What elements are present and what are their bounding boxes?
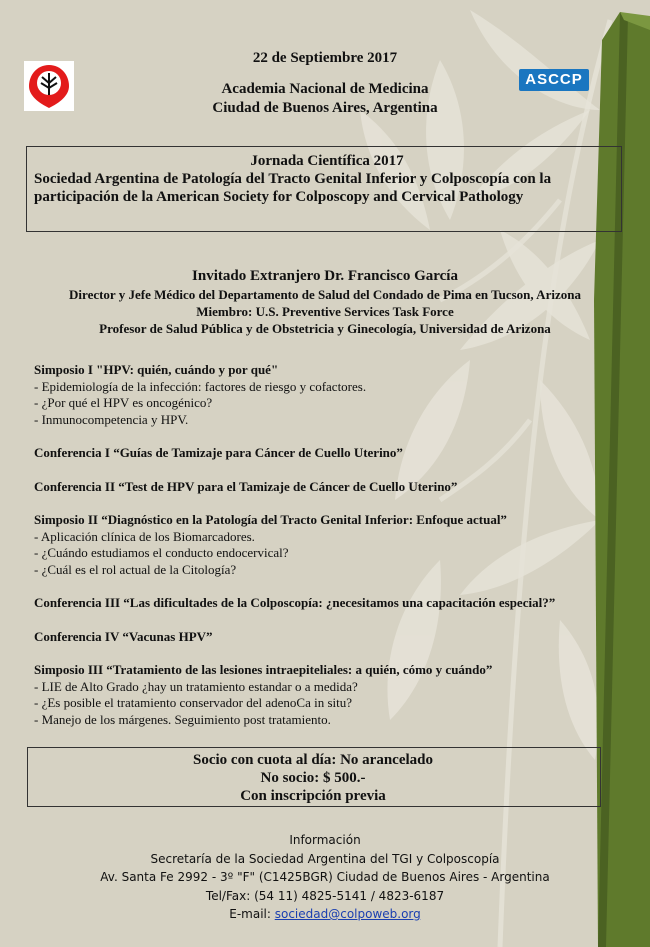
symposium-1-item: - Epidemiología de la infección: factores de riesgo y cofactores. xyxy=(34,378,367,394)
fee-registration: Con inscripción previa xyxy=(240,788,386,804)
symposium-3-item: - LIE de Alto Grado ¿hay un tratamiento estandar o a medida? xyxy=(34,678,358,694)
asccp-logo: ASCCP xyxy=(519,69,589,91)
symposium-2-item: - ¿Cuándo estudiamos el conducto endocervical? xyxy=(34,545,289,560)
guest-role-1: Director y Jefe Médico del Departamento de Salud del Condado de Pima en Tucson, Arizona xyxy=(69,287,581,302)
info-title: Información xyxy=(289,833,361,847)
info-address: Av. Santa Fe 2992 - 3º "F" (C1425BGR) Ciudad de Buenos Aires - Argentina xyxy=(100,870,550,884)
symposium-2-title: Simposio II “Diagnóstico en la Patología del Tracto Genital Inferior: Enfoque actual” xyxy=(34,512,507,527)
venue-name: Academia Nacional de Medicina xyxy=(221,81,429,97)
symposium-1-item: - Inmunocompetencia y HPV. xyxy=(34,411,189,427)
fee-members: Socio con cuota al día: No arancelado xyxy=(193,752,433,768)
guest-name: Invitado Extranjero Dr. Francisco García xyxy=(192,268,458,284)
event-date: 22 de Septiembre 2017 xyxy=(252,50,398,66)
guest-speaker xyxy=(0,266,650,337)
guest-role-2: Miembro: U.S. Preventive Services Task Force xyxy=(196,304,454,319)
venue xyxy=(0,80,650,118)
jornada-line-1: Sociedad Argentina de Patología del Tracto Genital Inferior y Colposcopía con la xyxy=(34,171,552,187)
guest-role-3: Profesor de Salud Pública y de Obstetricia y Ginecología, Universidad de Arizona xyxy=(99,321,551,336)
email-label: E-mail: xyxy=(229,907,275,921)
symposium-1-title: Simposio I "HPV: quién, cuándo y por qué" xyxy=(34,362,279,377)
jornada-line-2: participación de la American Society for Colposcopy and Cervical Pathology xyxy=(34,189,524,205)
fee-non-members: No socio: $ 500.- xyxy=(260,770,366,786)
info-email-row xyxy=(0,905,650,924)
venue-city: Ciudad de Buenos Aires, Argentina xyxy=(212,100,438,116)
jornada-title: Jornada Científica 2017 xyxy=(250,153,404,169)
fee-info xyxy=(27,751,599,805)
conference-2-title: Conferencia II “Test de HPV para el Tamizaje de Cáncer de Cuello Uterino” xyxy=(34,478,458,494)
conference-1-title: Conferencia I “Guías de Tamizaje para Cáncer de Cuello Uterino” xyxy=(34,445,403,460)
conference-3-title: Conferencia III “Las dificultades de la Colposcopía: ¿necesitamos una capacitación especial?” xyxy=(34,595,556,610)
symposium-3-title: Simposio III “Tratamiento de las lesiones intraepiteliales: a quién, cómo y cuándo” xyxy=(34,662,493,677)
info-secretariat: Secretaría de la Sociedad Argentina del TGI y Colposcopía xyxy=(150,851,500,866)
conference-4-title: Conferencia IV “Vacunas HPV” xyxy=(34,628,213,644)
symposium-2-item: - Aplicación clínica de los Biomarcadores. xyxy=(34,528,255,544)
program xyxy=(34,362,594,728)
symposium-3-item: - ¿Es posible el tratamiento conservador del adenoCa in situ? xyxy=(34,695,353,710)
email-link[interactable]: sociedad@colpoweb.org xyxy=(274,907,421,921)
info-phone: Tel/Fax: (54 11) 4825-5141 / 4823-6187 xyxy=(205,888,445,903)
jornada-heading xyxy=(34,152,620,206)
symposium-2-item: - ¿Cuál es el rol actual de la Citología? xyxy=(34,561,237,577)
symposium-3-item: - Manejo de los márgenes. Seguimiento post tratamiento. xyxy=(34,711,331,727)
contact-info xyxy=(0,831,650,924)
symposium-1-item: - ¿Por qué el HPV es oncogénico? xyxy=(34,395,213,410)
